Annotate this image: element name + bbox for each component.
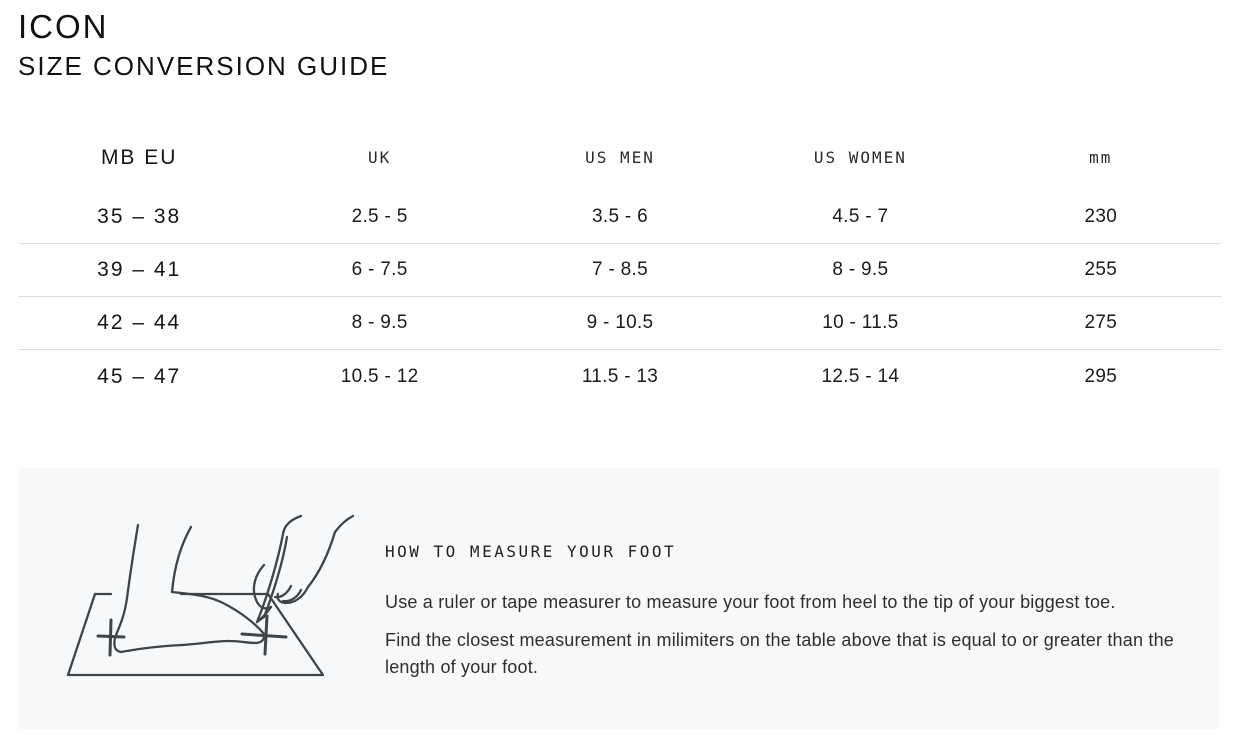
table-header-cell: US MEN — [585, 148, 655, 167]
table-header-cell: UK — [367, 148, 392, 167]
table-cell: 6 - 7.5 — [351, 259, 408, 280]
table-cell: 8 - 9.5 — [832, 259, 889, 280]
how-to-paragraph-1: Use a ruler or tape measurer to measure your foot from heel to the tip of your biggest toe. — [385, 592, 1116, 612]
table-cell: 4.5 - 7 — [832, 206, 889, 227]
how-to-measure-panel — [19, 468, 1219, 729]
table-cell: 35 – 38 — [97, 205, 182, 228]
how-to-heading: HOW TO MEASURE YOUR FOOT — [385, 542, 677, 561]
table-cell: 275 — [1084, 312, 1118, 333]
table-cell: 42 – 44 — [97, 311, 182, 334]
table-cell: 7 - 8.5 — [592, 259, 648, 280]
page-subtitle: SIZE CONVERSION GUIDE — [18, 51, 390, 81]
table-row — [19, 244, 1221, 297]
table-cell: 2.5 - 5 — [351, 206, 408, 227]
how-to-paragraph-2: Find the closest measurement in milimiters on the table above that is equal to or greater than the length of your foot. — [385, 630, 1175, 677]
table-cell: 39 – 41 — [97, 258, 182, 281]
table-row — [19, 297, 1221, 350]
table-cell: 10 - 11.5 — [822, 312, 899, 333]
table-cell: 295 — [1084, 365, 1118, 387]
how-to-text-block — [385, 542, 1185, 692]
table-cell: 12.5 - 14 — [821, 365, 900, 387]
table-cell: 8 - 9.5 — [351, 312, 408, 333]
page-title: ICON — [18, 8, 109, 45]
table-header-cell: US WOMEN — [813, 148, 907, 167]
table-header-cell: MB EU — [100, 145, 178, 169]
table-body — [19, 191, 1221, 403]
foot-measurement-illustration — [57, 510, 359, 708]
table-cell: 11.5 - 13 — [581, 365, 659, 387]
table-cell: 9 - 10.5 — [586, 312, 654, 333]
size-conversion-table — [19, 130, 1221, 403]
table-cell: 3.5 - 6 — [592, 206, 648, 227]
table-header-cell: mm — [1089, 148, 1113, 167]
table-row — [19, 191, 1221, 244]
table-cell: 45 – 47 — [97, 364, 182, 388]
table-cell: 255 — [1084, 259, 1118, 280]
table-cell: 10.5 - 12 — [340, 365, 419, 387]
table-cell: 230 — [1084, 206, 1118, 227]
table-row — [19, 350, 1221, 403]
table-header-row — [19, 130, 1221, 191]
